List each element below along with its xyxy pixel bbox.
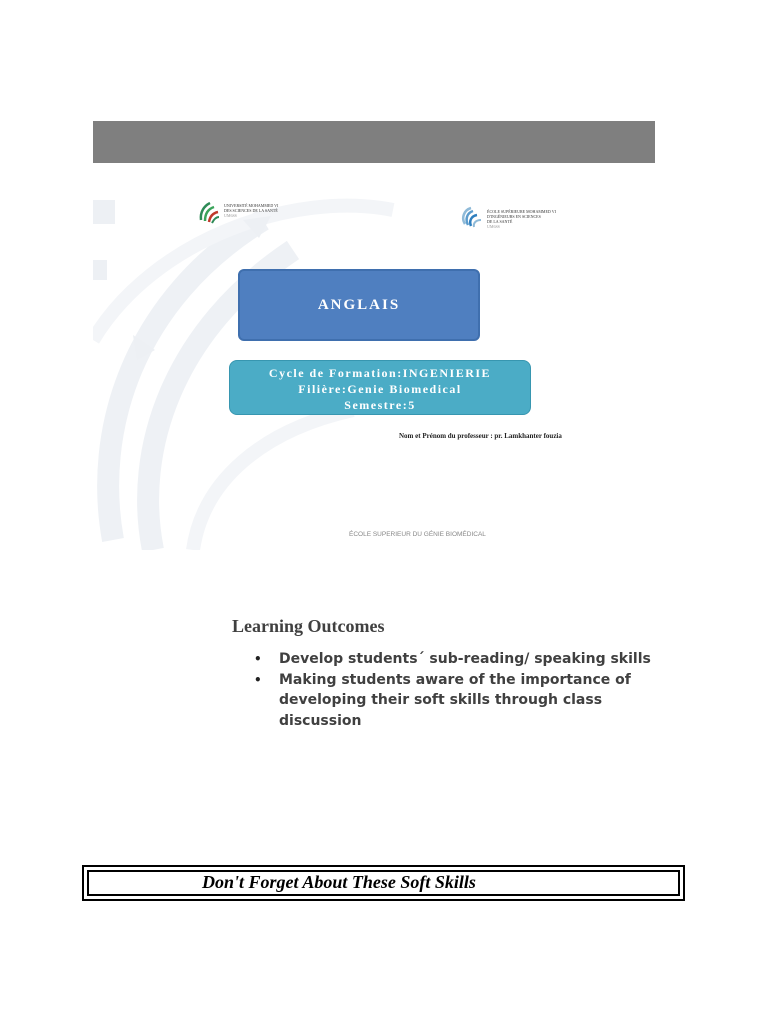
university-logo-text xyxy=(224,203,309,218)
school-logo-line: D'INGÉNIEURS EN SCIENCES xyxy=(487,214,541,219)
learning-outcomes-title: Learning Outcomes xyxy=(232,616,385,636)
list-item xyxy=(252,649,672,670)
bullet-icon: • xyxy=(254,672,262,687)
list-item-text: Develop students´ sub-reading/ speaking skills xyxy=(279,651,651,667)
school-logo-line: DE LA SANTÉ xyxy=(487,219,513,224)
learning-outcomes-list xyxy=(252,649,672,731)
university-leaf-logo-icon xyxy=(198,200,220,224)
list-item xyxy=(252,670,672,732)
university-logo xyxy=(198,200,309,224)
professor-name: Nom et Prénom du professeur : pr. Lamkhanter fouzia xyxy=(399,432,562,440)
school-globe-logo-icon xyxy=(461,206,483,228)
university-logo-line: UNIVERSITÉ MOHAMMED VI xyxy=(224,203,279,208)
school-logo-text xyxy=(487,209,572,229)
university-logo-line: DES SCIENCES DE LA SANTÉ xyxy=(224,208,278,213)
bullet-icon: • xyxy=(254,652,262,666)
cover-page xyxy=(93,180,655,550)
university-logo-line: UM6SS xyxy=(224,213,237,218)
school-footer: ÉCOLE SUPERIEUR DU GÉNIE BIOMÉDICAL xyxy=(349,531,486,538)
semestre-label: Semestre:5 xyxy=(344,398,416,412)
school-logo-line: ÉCOLE SUPÉRIEURE MOHAMMED VI xyxy=(487,209,556,214)
filiere-label: Filière:Genie Biomedical xyxy=(298,382,462,396)
course-title-box xyxy=(238,269,480,341)
school-logo-line: UM6SS xyxy=(487,224,500,229)
course-title: ANGLAIS xyxy=(317,297,401,313)
list-item-text: Making students aware of the importance of developing their soft skills through class discussion xyxy=(279,671,631,729)
header-bar xyxy=(93,121,655,163)
school-logo xyxy=(461,206,572,229)
reminder-text: Don't Forget About These Soft Skills xyxy=(202,872,476,892)
cycle-label: Cycle de Formation:INGENIERIE xyxy=(268,366,492,380)
program-info-box xyxy=(229,360,531,415)
soft-skills-reminder-box xyxy=(82,865,685,901)
